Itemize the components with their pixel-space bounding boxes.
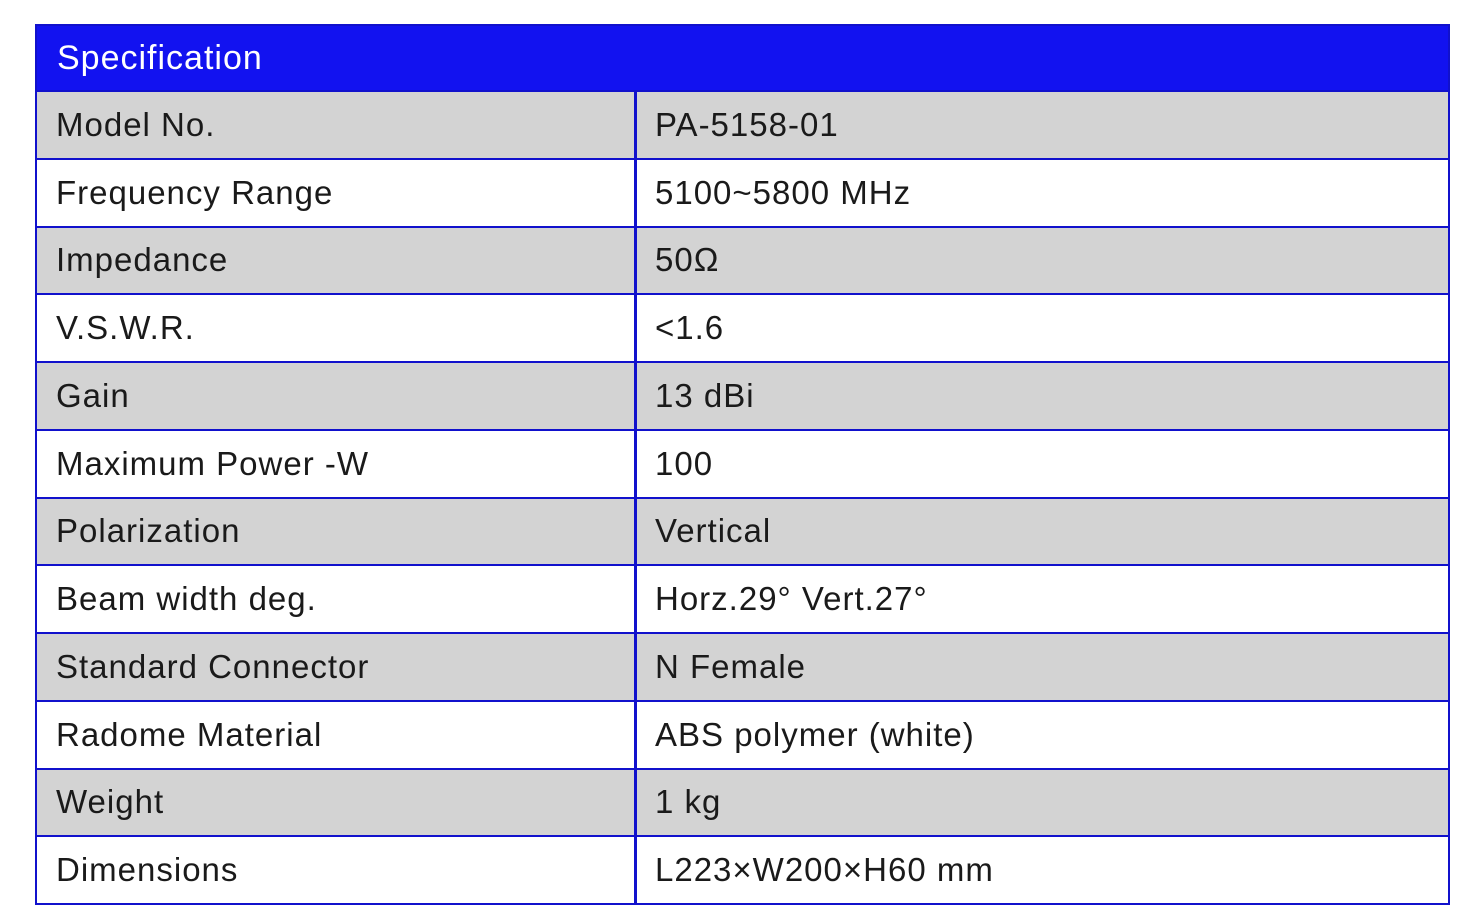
table-row [37, 499, 1448, 567]
row-value: L223×W200×H60 mm [655, 851, 994, 889]
row-value: PA-5158-01 [655, 105, 839, 143]
row-value: 50Ω [655, 241, 720, 279]
row-label: Gain [37, 363, 637, 429]
table-row [37, 634, 1448, 702]
row-label: Frequency Range [37, 160, 637, 226]
row-value: 13 dBi [655, 376, 755, 414]
table-title: Specification [37, 26, 1448, 92]
row-label: Impedance [37, 228, 637, 294]
row-value: 1 kg [655, 783, 722, 821]
row-label: Model No. [37, 92, 637, 158]
row-value: ABS polymer (white) [655, 715, 975, 753]
row-value: 100 [655, 444, 714, 482]
row-label: Radome Material [37, 702, 637, 768]
table-row [37, 363, 1448, 431]
table-row [37, 431, 1448, 499]
row-value: N Female [655, 647, 807, 685]
row-value: Vertical [655, 512, 772, 550]
row-value: 5100~5800 MHz [655, 173, 912, 211]
table-row [37, 160, 1448, 228]
row-label: Weight [37, 770, 637, 836]
table-row [37, 702, 1448, 770]
row-label: Beam width deg. [37, 566, 637, 632]
table-row [37, 837, 1448, 903]
table-row [37, 228, 1448, 296]
table-body [37, 92, 1448, 903]
row-label: Standard Connector [37, 634, 637, 700]
row-label: Polarization [37, 499, 637, 565]
row-value: Horz.29° Vert.27° [655, 580, 928, 618]
row-label: Dimensions [37, 837, 637, 903]
row-label: V.S.W.R. [37, 295, 637, 361]
table-row [37, 770, 1448, 838]
table-row [37, 92, 1448, 160]
row-label: Maximum Power -W [37, 431, 637, 497]
table-row [37, 295, 1448, 363]
row-value: <1.6 [655, 309, 725, 347]
table-row [37, 566, 1448, 634]
specification-table [35, 24, 1450, 905]
